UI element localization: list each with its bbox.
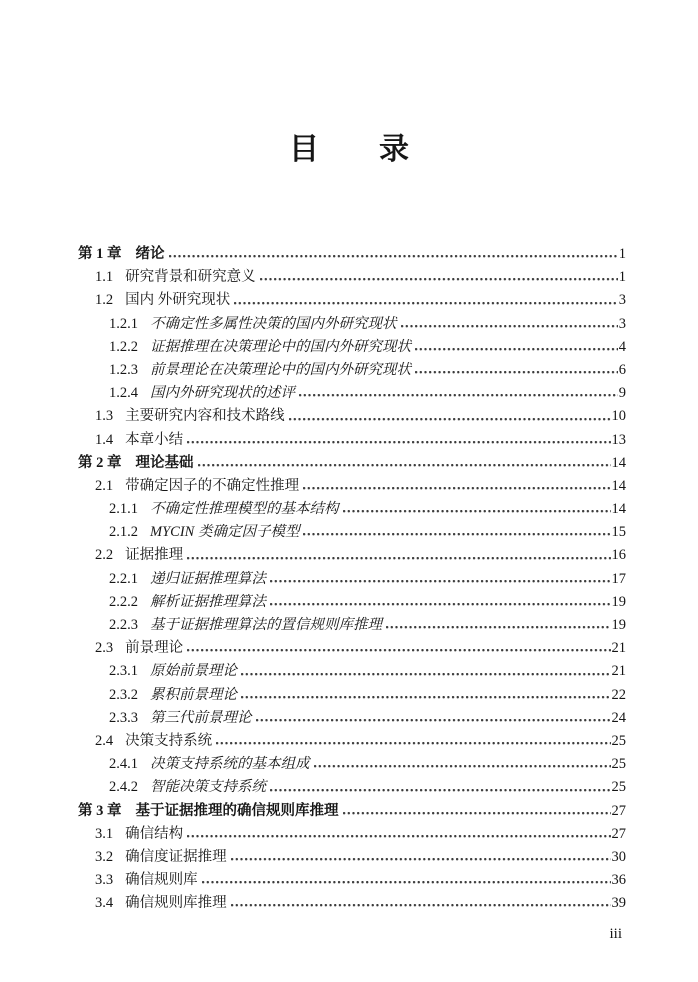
dot-leader <box>234 289 618 312</box>
toc-entry-title: 解析证据推理算法 <box>150 593 266 610</box>
toc-entry <box>78 544 626 567</box>
toc-entry-page: 3 <box>618 315 626 332</box>
dot-leader <box>270 776 611 799</box>
toc-entry-page: 1 <box>618 269 626 286</box>
dot-leader <box>198 452 611 475</box>
toc-entry-number: 1.3 <box>95 408 114 425</box>
toc-entry-title: 绪论 <box>135 246 165 262</box>
dot-leader <box>270 591 611 614</box>
toc-entry-title: 主要研究内容和技术路线 <box>125 408 285 425</box>
toc-entry-number: 第 1 章 <box>78 246 122 262</box>
toc-entry-page: 36 <box>611 872 626 889</box>
toc-entry <box>78 452 626 475</box>
toc-entry-title: 第三代前景理论 <box>150 709 252 726</box>
toc-entry <box>78 498 626 521</box>
toc-entry <box>78 243 626 266</box>
toc-entry-number: 1.4 <box>95 431 114 448</box>
toc-entry-title: 确信度证据推理 <box>125 848 227 865</box>
toc-entry-number: 1.1 <box>95 269 114 286</box>
toc-entry-page: 14 <box>611 454 626 471</box>
toc-entry-page: 15 <box>611 524 626 541</box>
toc-entry-number: 2.3 <box>95 640 114 657</box>
toc-entry-title: 递归证据推理算法 <box>150 570 266 587</box>
toc-entry-title: 理论基础 <box>135 454 194 471</box>
toc-entry-page: 25 <box>611 756 626 773</box>
toc-entry <box>78 336 626 359</box>
table-of-contents <box>78 243 626 915</box>
toc-entry-title: 确信规则库推理 <box>125 895 227 912</box>
toc-entry-number: 第 3 章 <box>78 802 122 819</box>
toc-entry <box>78 637 626 660</box>
toc-entry-number: 2.2 <box>95 547 114 564</box>
toc-entry-number: 1.2.1 <box>109 315 138 332</box>
toc-entry <box>78 591 626 614</box>
toc-entry <box>78 846 626 869</box>
toc-entry-title: 前景理论在决策理论中的国内外研究现状 <box>150 361 411 378</box>
toc-entry <box>78 313 626 336</box>
toc-entry-title: 前景理论 <box>125 640 184 657</box>
toc-entry <box>78 869 626 892</box>
toc-entry-page: 30 <box>611 848 626 865</box>
toc-entry-title: 证据推理在决策理论中的国内外研究现状 <box>150 338 411 355</box>
dot-leader <box>401 313 618 336</box>
toc-entry-title: 基于证据推理的确信规则库推理 <box>135 802 339 819</box>
toc-entry-number: 2.4 <box>95 732 114 749</box>
dot-leader <box>241 684 611 707</box>
toc-entry <box>78 660 626 683</box>
toc-entry-page: 14 <box>611 501 626 518</box>
toc-entry-page: 16 <box>611 547 626 564</box>
toc-entry <box>78 892 626 915</box>
toc-entry-number: 2.3.3 <box>109 709 138 726</box>
toc-entry-page: 27 <box>611 802 626 819</box>
toc-entry-title: 累积前景理论 <box>150 686 237 703</box>
dot-leader <box>314 753 611 776</box>
toc-entry-title: 决策支持系统的基本组成 <box>150 756 310 773</box>
toc-entry <box>78 823 626 846</box>
toc-entry-title: 确信结构 <box>125 825 184 842</box>
toc-entry-title: 国内 外研究现状 <box>125 292 231 309</box>
toc-entry <box>78 614 626 637</box>
toc-entry-page: 21 <box>611 663 626 680</box>
dot-leader <box>241 660 611 683</box>
toc-entry-number: 2.1.2 <box>109 524 138 541</box>
toc-entry <box>78 753 626 776</box>
toc-entry <box>78 568 626 591</box>
toc-entry <box>78 429 626 452</box>
dot-leader <box>386 614 611 637</box>
toc-entry-page: 10 <box>611 408 626 425</box>
toc-entry <box>78 475 626 498</box>
dot-leader <box>260 266 618 289</box>
dot-leader <box>169 243 618 266</box>
toc-entry-number: 2.2.3 <box>109 617 138 633</box>
toc-entry-title: 确信规则库 <box>125 872 198 889</box>
toc-entry-number: 1.2.4 <box>109 385 138 402</box>
toc-entry-page: 3 <box>618 292 626 309</box>
dot-leader <box>256 707 611 730</box>
dot-leader <box>187 823 610 846</box>
toc-entry <box>78 776 626 799</box>
toc-entry-page: 9 <box>618 385 626 402</box>
toc-entry-page: 19 <box>611 593 626 610</box>
toc-entry-number: 3.3 <box>95 872 114 889</box>
toc-entry-number: 2.3.1 <box>109 663 138 680</box>
toc-entry-page: 24 <box>611 709 626 726</box>
toc-entry <box>78 382 626 405</box>
dot-leader <box>187 637 610 660</box>
dot-leader <box>231 846 611 869</box>
toc-entry-number: 2.1 <box>95 477 114 494</box>
toc-entry <box>78 405 626 428</box>
toc-entry-number: 2.3.2 <box>109 686 138 703</box>
toc-entry-number: 3.1 <box>95 825 114 842</box>
toc-entry-page: 14 <box>611 477 626 494</box>
toc-entry-page: 39 <box>611 895 626 912</box>
toc-entry-title: 研究背景和研究意义 <box>125 269 256 286</box>
toc-entry <box>78 730 626 753</box>
toc-entry <box>78 359 626 382</box>
toc-entry-number: 2.2.1 <box>109 570 138 587</box>
dot-leader <box>303 475 610 498</box>
dot-leader <box>216 730 610 753</box>
toc-entry-title: 带确定因子的不确定性推理 <box>125 477 300 494</box>
toc-entry-number: 2.2.2 <box>109 593 138 610</box>
toc-entry-title: 国内外研究现状的述评 <box>150 385 295 402</box>
toc-entry-page: 4 <box>618 338 626 355</box>
toc-entry-page: 27 <box>611 825 626 842</box>
dot-leader <box>202 869 611 892</box>
toc-entry-title: 决策支持系统 <box>125 732 213 749</box>
toc-entry-title: MYCIN 类确定因子模型 <box>150 524 300 541</box>
page-title: 目 录 <box>289 133 409 166</box>
toc-entry-page: 22 <box>611 686 626 703</box>
toc-entry-title: 原始前景理论 <box>150 663 237 680</box>
toc-entry-page: 25 <box>611 732 626 749</box>
toc-entry-number: 1.2 <box>95 292 114 309</box>
page-number: iii <box>609 926 622 942</box>
toc-entry-page: 6 <box>618 361 626 378</box>
toc-entry-title: 证据推理 <box>125 547 184 564</box>
dot-leader <box>289 405 611 428</box>
toc-entry-page: 25 <box>611 779 626 796</box>
toc-entry-page: 1 <box>618 246 626 262</box>
toc-entry-page: 17 <box>611 570 626 587</box>
toc-entry-number: 第 2 章 <box>78 454 122 471</box>
toc-entry-title: 基于证据推理算法的置信规则库推理 <box>150 617 382 633</box>
toc-entry-number: 1.2.3 <box>109 361 138 378</box>
toc-entry-number: 3.4 <box>95 895 114 912</box>
toc-entry <box>78 707 626 730</box>
dot-leader <box>299 382 618 405</box>
toc-entry <box>78 266 626 289</box>
toc-entry <box>78 684 626 707</box>
toc-entry-page: 21 <box>611 640 626 657</box>
toc-entry-page: 13 <box>611 431 626 448</box>
dot-leader <box>270 568 611 591</box>
toc-entry-number: 2.4.2 <box>109 779 138 796</box>
dot-leader <box>343 498 611 521</box>
dot-leader <box>343 800 611 823</box>
dot-leader <box>415 336 618 359</box>
toc-entry <box>78 800 626 823</box>
toc-entry-title: 智能决策支持系统 <box>150 779 266 796</box>
dot-leader <box>231 892 611 915</box>
toc-entry-number: 2.1.1 <box>109 501 138 518</box>
dot-leader <box>303 521 610 544</box>
toc-entry-page: 19 <box>611 617 626 633</box>
toc-entry-number: 1.2.2 <box>109 338 138 355</box>
toc-entry-title: 不确定性推理模型的基本结构 <box>150 501 339 518</box>
dot-leader <box>187 544 610 567</box>
toc-entry-number: 3.2 <box>95 848 114 865</box>
dot-leader <box>187 429 610 452</box>
toc-entry-title: 不确定性多属性决策的国内外研究现状 <box>150 315 397 332</box>
toc-entry <box>78 521 626 544</box>
toc-entry-number: 2.4.1 <box>109 756 138 773</box>
toc-entry <box>78 289 626 312</box>
dot-leader <box>415 359 618 382</box>
toc-entry-title: 本章小结 <box>125 431 184 448</box>
